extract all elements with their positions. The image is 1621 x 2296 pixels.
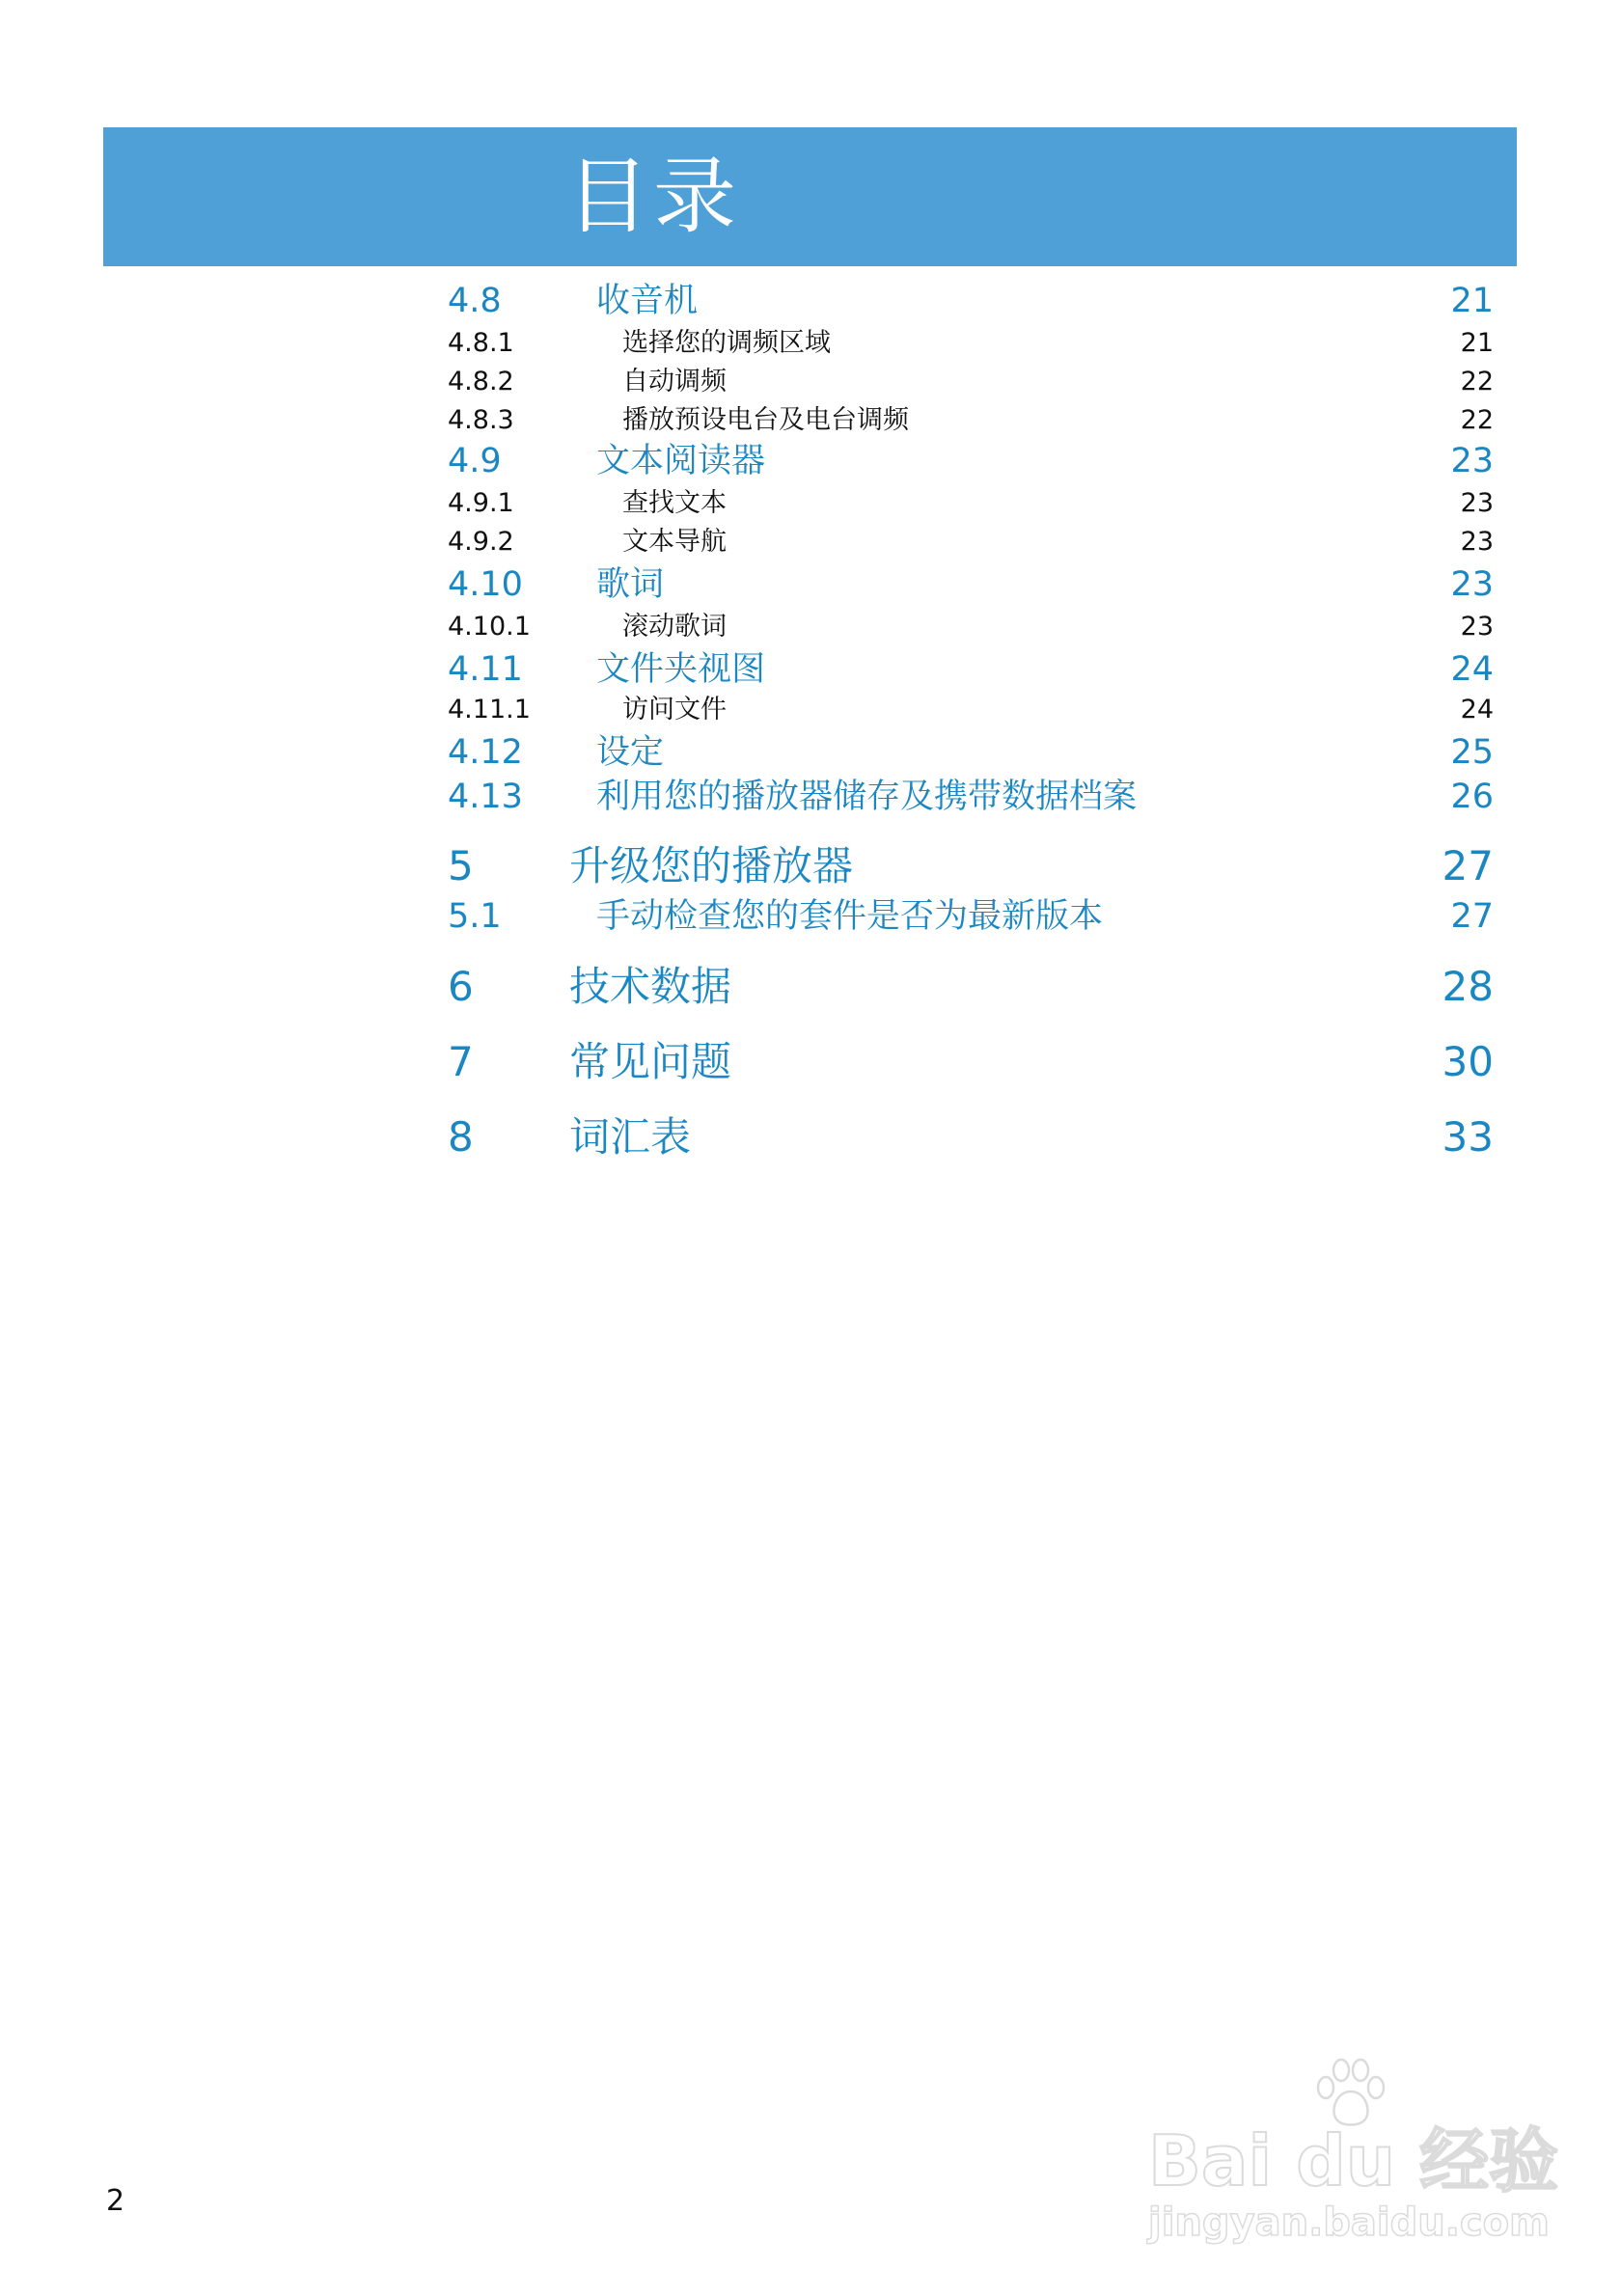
toc-entry-number: 6 bbox=[448, 963, 474, 1010]
toc-entry-page: 21 bbox=[1450, 282, 1494, 320]
toc-entry-page: 23 bbox=[1450, 565, 1494, 604]
toc-entry-4-11[interactable] bbox=[0, 648, 1621, 691]
toc-entry-number: 4.13 bbox=[448, 778, 523, 816]
toc-entry-number: 4.11.1 bbox=[448, 695, 531, 724]
toc-entry-title: 词汇表 bbox=[569, 1113, 692, 1161]
toc-entry-number: 4.9.1 bbox=[448, 488, 514, 518]
page-number: 2 bbox=[106, 2184, 125, 2218]
toc-entry-page: 23 bbox=[1460, 612, 1494, 642]
toc-entry-page: 24 bbox=[1450, 650, 1494, 689]
toc-entry-4-10[interactable] bbox=[0, 563, 1621, 606]
page-title: 目录 bbox=[566, 149, 740, 245]
toc-entry-page: 22 bbox=[1460, 367, 1494, 396]
toc-entry-title: 升级您的播放器 bbox=[569, 842, 854, 889]
toc-entry-page: 28 bbox=[1442, 963, 1494, 1010]
toc-entry-page: 24 bbox=[1460, 695, 1494, 724]
toc-entry-number: 4.10.1 bbox=[448, 612, 531, 642]
toc-entry-page: 27 bbox=[1442, 842, 1494, 889]
toc-entry-title: 常见问题 bbox=[569, 1038, 732, 1085]
toc-entry-4-13[interactable] bbox=[0, 776, 1621, 818]
toc-entry-number: 4.8 bbox=[448, 282, 502, 320]
toc-entry-number: 7 bbox=[448, 1038, 474, 1085]
toc-entry-number: 4.9.2 bbox=[448, 527, 514, 557]
toc-entry-page: 21 bbox=[1460, 328, 1494, 358]
toc-entry-number: 8 bbox=[448, 1113, 474, 1161]
toc-entry-7[interactable] bbox=[0, 1035, 1621, 1089]
toc-entry-title: 自动调频 bbox=[622, 367, 727, 396]
watermark-brand: Bai du 经验 bbox=[1148, 2120, 1559, 2201]
toc-entry-page: 23 bbox=[1460, 527, 1494, 557]
toc-entry-number: 4.9 bbox=[448, 442, 502, 480]
toc-entry-number: 4.8.3 bbox=[448, 405, 514, 435]
toc-entry-number: 4.8.1 bbox=[448, 328, 514, 358]
toc-entry-4-9[interactable] bbox=[0, 440, 1621, 482]
toc-entry-page: 23 bbox=[1460, 488, 1494, 518]
toc-entry-title: 利用您的播放器储存及携带数据档案 bbox=[596, 778, 1138, 816]
toc-entry-title: 技术数据 bbox=[569, 963, 732, 1010]
toc-entry-title: 查找文本 bbox=[622, 488, 727, 518]
toc-entry-5[interactable] bbox=[0, 839, 1621, 893]
toc-entry-title: 播放预设电台及电台调频 bbox=[622, 405, 909, 435]
watermark-url: jingyan.baidu.com bbox=[1148, 2200, 1550, 2245]
toc-entry-6[interactable] bbox=[0, 960, 1621, 1014]
toc-entry-4-8-3[interactable] bbox=[0, 401, 1621, 440]
toc-entry-5-1[interactable] bbox=[0, 895, 1621, 938]
baidu-jingyan-watermark bbox=[1148, 2055, 1559, 2248]
toc-entry-page: 26 bbox=[1450, 778, 1494, 816]
toc-entry-8[interactable] bbox=[0, 1110, 1621, 1164]
toc-entry-4-9-2[interactable] bbox=[0, 523, 1621, 561]
toc-entry-number: 5 bbox=[448, 842, 474, 889]
toc-entry-page: 25 bbox=[1450, 733, 1494, 772]
toc-entry-4-8[interactable] bbox=[0, 280, 1621, 322]
toc-entry-4-8-1[interactable] bbox=[0, 324, 1621, 363]
toc-entry-page: 22 bbox=[1460, 405, 1494, 435]
toc-entry-4-12[interactable] bbox=[0, 731, 1621, 774]
toc-entry-title: 选择您的调频区域 bbox=[622, 328, 831, 358]
toc-entry-4-9-1[interactable] bbox=[0, 484, 1621, 523]
toc-entry-page: 33 bbox=[1442, 1113, 1494, 1161]
toc-entry-4-10-1[interactable] bbox=[0, 608, 1621, 646]
toc-entry-title: 滚动歌词 bbox=[622, 612, 727, 642]
toc-entry-title: 访问文件 bbox=[622, 695, 727, 724]
toc-entry-page: 27 bbox=[1450, 897, 1494, 936]
toc-entry-title: 文本阅读器 bbox=[596, 442, 766, 480]
toc-entry-number: 4.8.2 bbox=[448, 367, 514, 396]
toc-entry-number: 4.10 bbox=[448, 565, 523, 604]
toc-entry-number: 5.1 bbox=[448, 897, 502, 936]
toc-entry-title: 收音机 bbox=[596, 282, 699, 320]
toc-entry-title: 文本导航 bbox=[622, 527, 727, 557]
toc-entry-number: 4.11 bbox=[448, 650, 523, 689]
header-band bbox=[103, 127, 1517, 266]
toc-entry-page: 23 bbox=[1450, 442, 1494, 480]
toc-entry-number: 4.12 bbox=[448, 733, 523, 772]
toc-entry-title: 歌词 bbox=[596, 565, 665, 604]
toc-entry-4-11-1[interactable] bbox=[0, 691, 1621, 729]
toc-entry-title: 手动检查您的套件是否为最新版本 bbox=[596, 897, 1104, 936]
toc-entry-page: 30 bbox=[1442, 1038, 1494, 1085]
toc-entry-title: 文件夹视图 bbox=[596, 650, 766, 689]
toc-entry-4-8-2[interactable] bbox=[0, 363, 1621, 401]
toc-entry-title: 设定 bbox=[596, 733, 665, 772]
